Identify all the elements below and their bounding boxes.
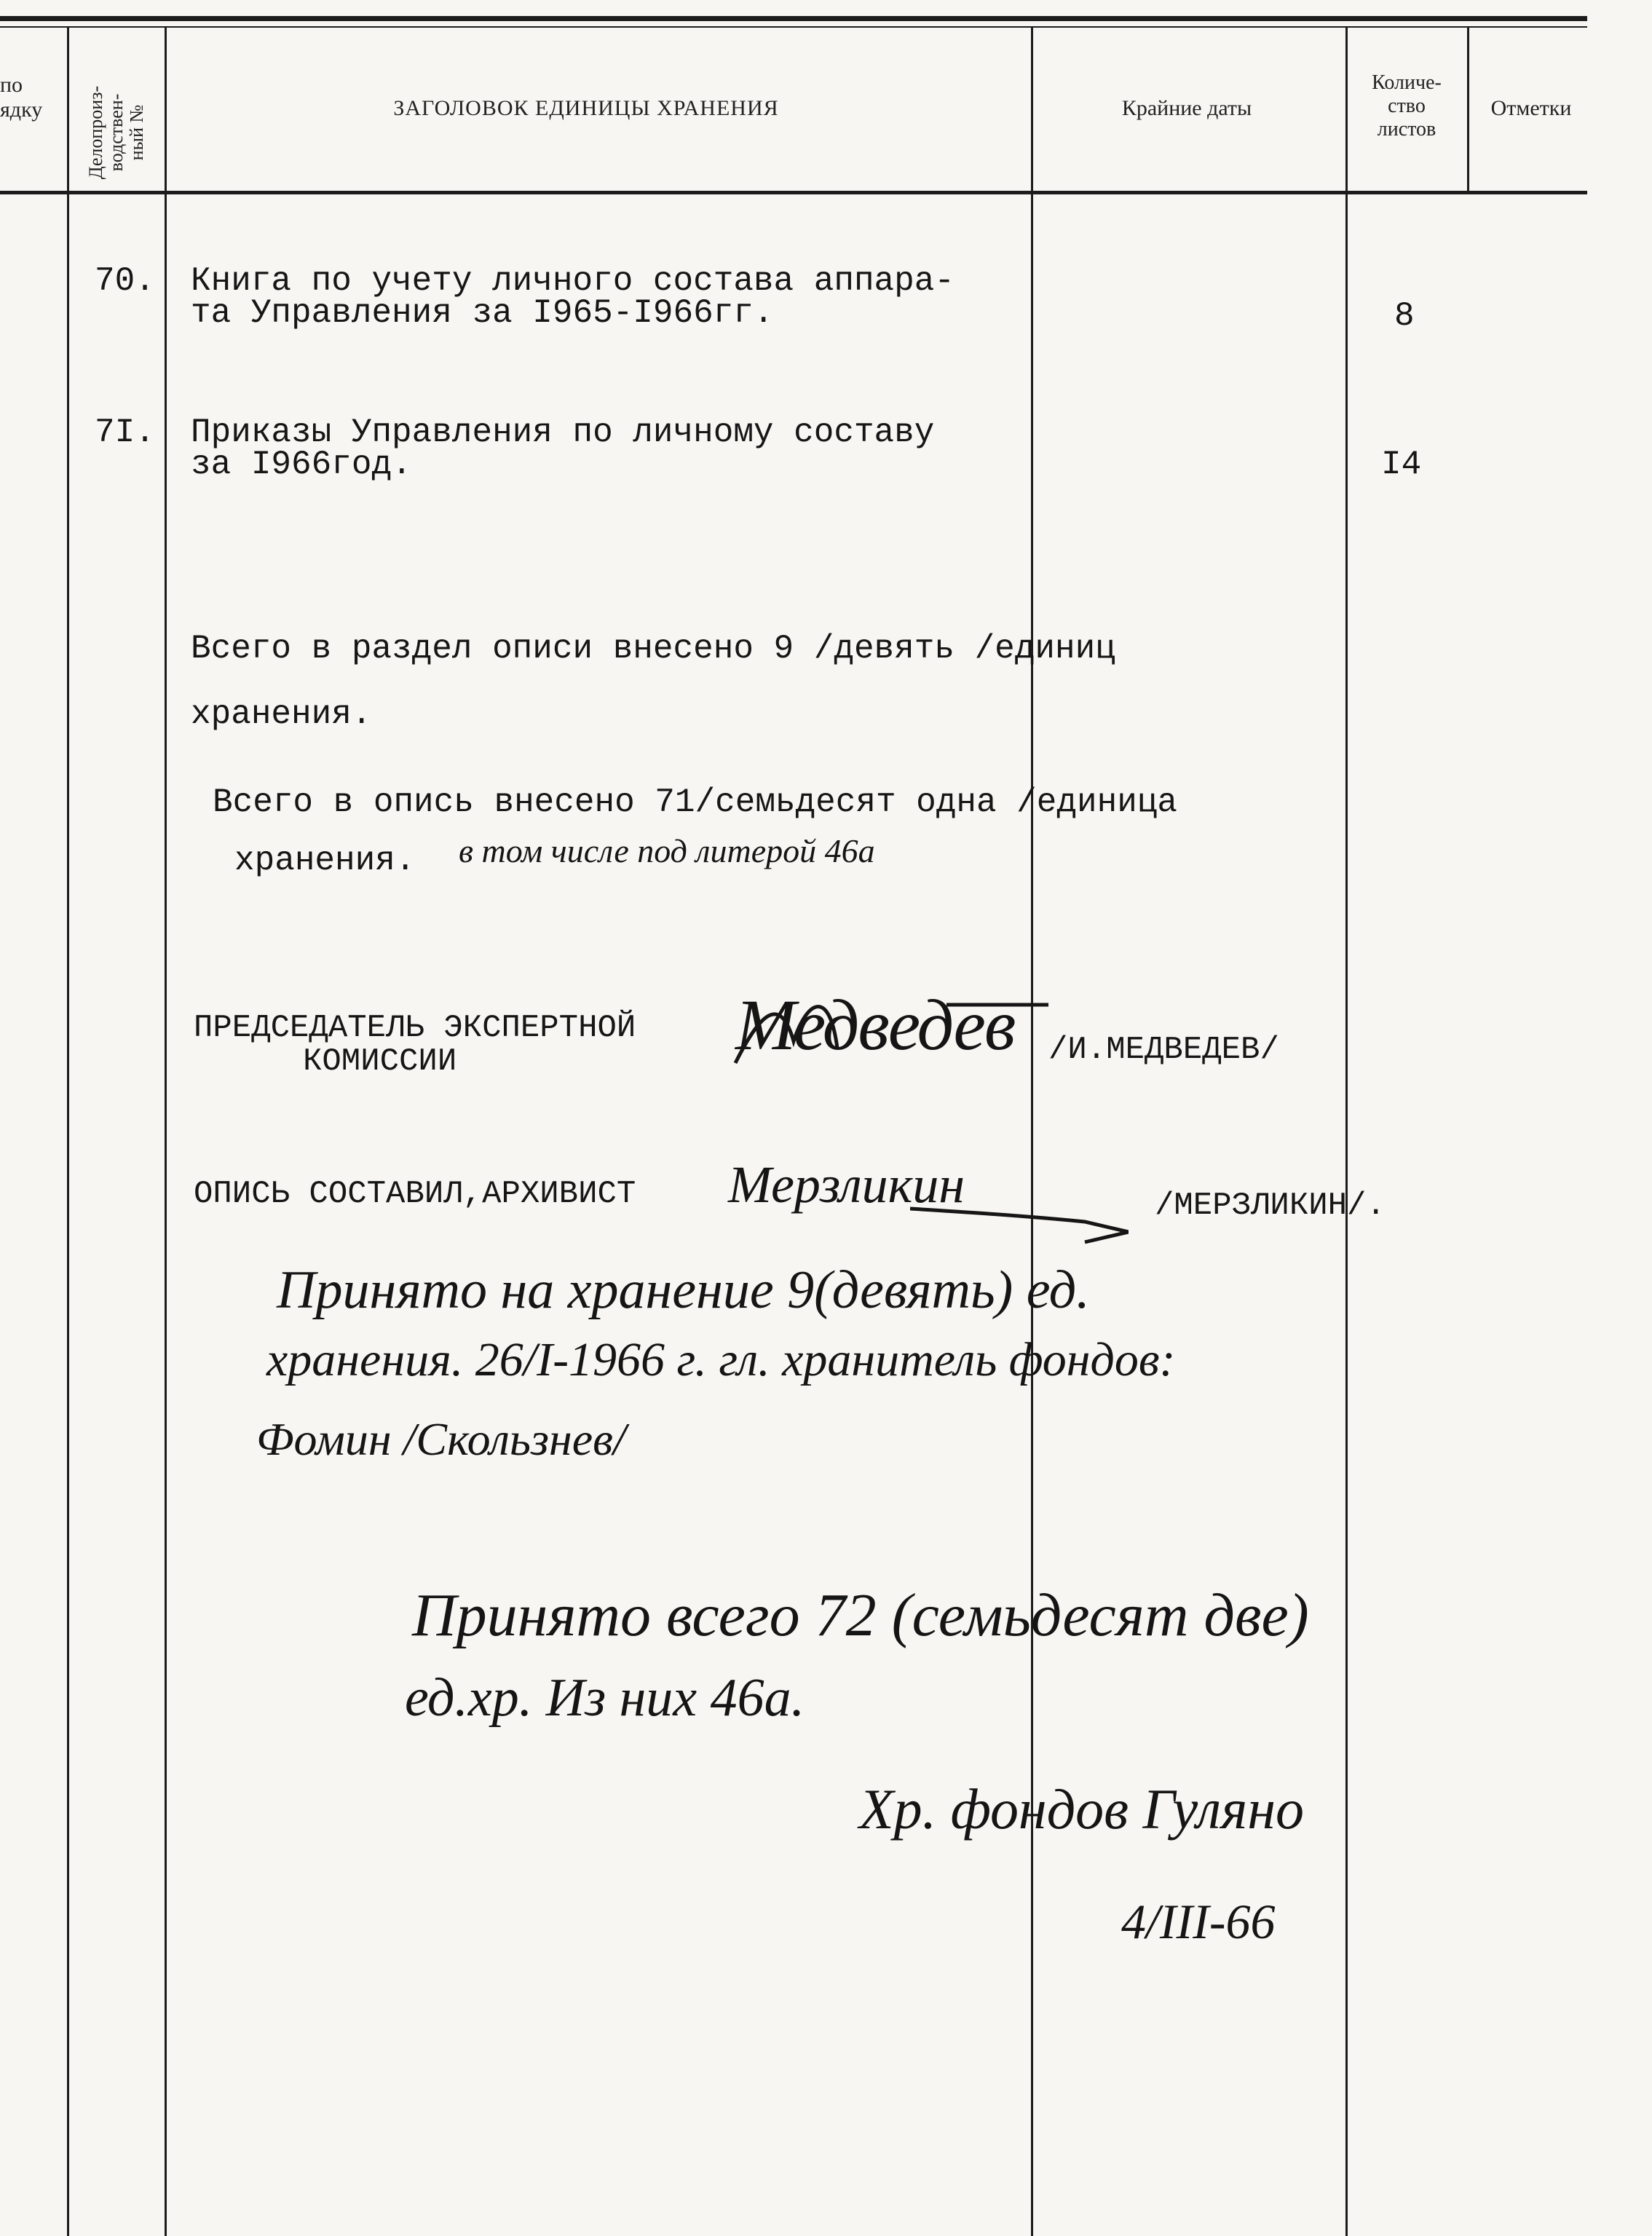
chairman-title-line2: КОМИССИИ bbox=[303, 1043, 457, 1080]
compiler-name: /МЕРЗЛИКИН/. bbox=[1155, 1188, 1386, 1224]
handwritten-note-1-line2: хранения. 26/I-1966 г. гл. хранитель фондов: bbox=[266, 1333, 1176, 1386]
chairman-title-line1: ПРЕДСЕДАТЕЛЬ ЭКСПЕРТНОЙ bbox=[194, 1010, 636, 1046]
compiler-signature-strokes bbox=[910, 1180, 1129, 1245]
handwritten-note-2-line4: 4/III-66 bbox=[1121, 1894, 1276, 1949]
column-divider-1 bbox=[67, 26, 69, 2236]
handwritten-note-2-line3: Хр. фондов Гуляно bbox=[859, 1777, 1305, 1841]
row-number: 70. bbox=[95, 262, 155, 300]
header-dates: Крайние даты bbox=[1121, 96, 1252, 120]
handwritten-note-2-line2: ед.хр. Из них 46а. bbox=[405, 1668, 805, 1728]
header-order: по ядку bbox=[0, 73, 43, 122]
chairman-signature: Медведев bbox=[735, 984, 1015, 1065]
row-title: Приказы Управления по личному составу за I966год. bbox=[191, 414, 935, 483]
top-rule bbox=[0, 16, 1587, 21]
compiler-signature: Мерзликин bbox=[728, 1155, 965, 1214]
column-divider-4 bbox=[1345, 26, 1348, 2236]
header-sheets: Количе- ство листов bbox=[1372, 71, 1442, 141]
row-number: 7I. bbox=[95, 414, 155, 451]
column-divider-2 bbox=[165, 26, 167, 2236]
compiler-title: ОПИСЬ СОСТАВИЛ,АРХИВИСТ bbox=[194, 1176, 636, 1212]
row-sheets: 8 bbox=[1394, 297, 1415, 335]
top-rule-thin bbox=[0, 26, 1587, 28]
section-total: Всего в раздел описи внесено 9 /девять /единиц хранения. bbox=[191, 630, 1115, 733]
row-sheets: I4 bbox=[1381, 446, 1422, 483]
row-title: Книга по учету личного состава аппара- та Управления за I965-I966гг. bbox=[191, 262, 955, 332]
header-notes: Отметки bbox=[1490, 96, 1572, 120]
handwritten-note-1-line3: Фомин /Скользнев/ bbox=[256, 1413, 626, 1465]
inventory-total-line1: Всего в опись внесено 71/семьдесят одна /единица bbox=[213, 783, 1178, 821]
inventory-total-line2: хранения. bbox=[234, 842, 416, 880]
column-divider-3 bbox=[1031, 26, 1033, 2236]
header-office-number: Делопроиз- водствен- ный № bbox=[85, 85, 147, 180]
header-title: ЗАГОЛОВОК ЕДИНИЦЫ ХРАНЕНИЯ bbox=[393, 96, 779, 120]
handwritten-addition: в том числе под литерой 46а bbox=[459, 832, 875, 869]
handwritten-note-2-line1: Принято всего 72 (семьдесят две) bbox=[412, 1581, 1309, 1649]
handwritten-note-1-line1: Принято на хранение 9(девять) ед. bbox=[277, 1260, 1090, 1320]
chairman-name: /И.МЕДВЕДЕВ/ bbox=[1048, 1032, 1279, 1068]
header-rule bbox=[0, 191, 1587, 194]
